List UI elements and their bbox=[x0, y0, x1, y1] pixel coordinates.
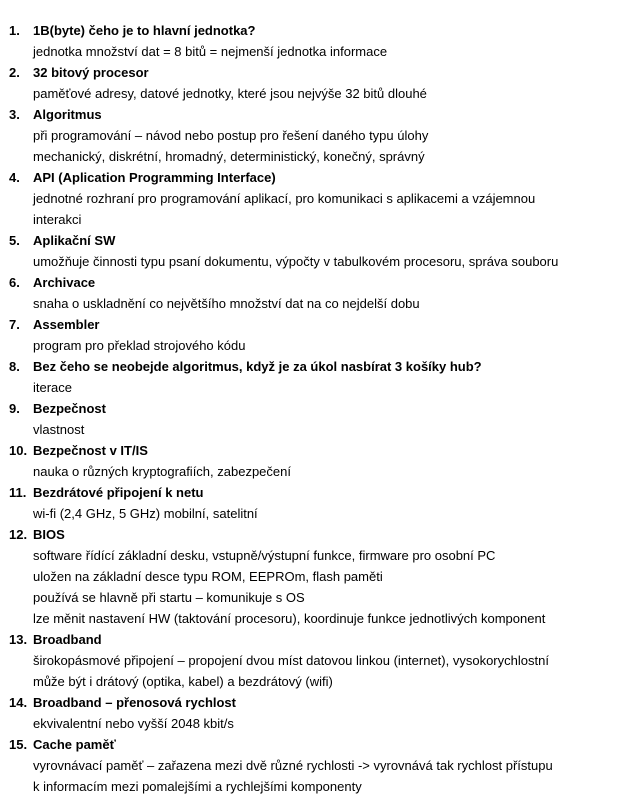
item-term: Bezpečnost bbox=[33, 401, 106, 416]
list-item bbox=[0, 482, 644, 524]
item-number: 10. bbox=[9, 443, 28, 458]
item-number: 3. bbox=[9, 107, 20, 122]
item-number: 7. bbox=[9, 317, 20, 332]
item-number: 13. bbox=[9, 632, 28, 647]
item-description-line: umožňuje činnosti typu psaní dokumentu, výpočty v tabulkovém procesoru, správa souboru bbox=[33, 254, 559, 269]
item-number: 11. bbox=[9, 485, 27, 500]
list-item bbox=[0, 734, 644, 797]
item-term: Aplikační SW bbox=[33, 233, 116, 248]
item-description-line: k informacím mezi pomalejšími a rychlejšími komponenty bbox=[33, 779, 362, 794]
item-number: 14. bbox=[9, 695, 28, 710]
list-item bbox=[0, 692, 644, 734]
item-term: Broadband – přenosová rychlost bbox=[33, 695, 236, 710]
list-item bbox=[0, 272, 644, 314]
item-description-line: jednotka množství dat = 8 bitů = nejmenší jednotka informace bbox=[33, 44, 388, 59]
item-term: 32 bitový procesor bbox=[33, 65, 149, 80]
list-item bbox=[0, 314, 644, 356]
item-description-line: může být i drátový (optika, kabel) a bezdrátový (wifi) bbox=[33, 674, 333, 689]
item-number: 5. bbox=[9, 233, 20, 248]
item-term: Bezdrátové připojení k netu bbox=[33, 485, 204, 500]
item-description-line: software řídící základní desku, vstupně/výstupní funkce, firmware pro osobní PC bbox=[33, 548, 496, 563]
item-description-line: širokopásmové připojení – propojení dvou míst datovou linkou (internet), vysokorychlostní bbox=[33, 653, 549, 668]
list-item bbox=[0, 230, 644, 272]
item-description-line: vlastnost bbox=[33, 422, 85, 437]
list-item bbox=[0, 104, 644, 167]
list-item bbox=[0, 356, 644, 398]
item-number: 4. bbox=[9, 170, 20, 185]
item-description-line: snaha o uskladnění co největšího množství dat na co nejdelší dobu bbox=[33, 296, 420, 311]
item-description-line: iterace bbox=[33, 380, 73, 395]
item-number: 1. bbox=[9, 23, 20, 38]
list-item bbox=[0, 20, 644, 62]
item-number: 9. bbox=[9, 401, 20, 416]
list-item bbox=[0, 440, 644, 482]
item-term: Assembler bbox=[33, 317, 100, 332]
item-term: API (Aplication Programming Interface) bbox=[33, 170, 276, 185]
item-term: 1B(byte) čeho je to hlavní jednotka? bbox=[33, 23, 256, 38]
item-number: 2. bbox=[9, 65, 20, 80]
item-description-line: interakci bbox=[33, 212, 82, 227]
item-description-line: lze měnit nastavení HW (taktování procesoru), koordinuje funkce jednotlivých komponent bbox=[33, 611, 546, 626]
item-term: Bezpečnost v IT/IS bbox=[33, 443, 148, 458]
item-description-line: vyrovnávací paměť – zařazena mezi dvě různé rychlosti -> vyrovnává tak rychlost přístupu bbox=[33, 758, 553, 773]
item-number: 15. bbox=[9, 737, 28, 752]
item-term: Archivace bbox=[33, 275, 96, 290]
item-number: 8. bbox=[9, 359, 20, 374]
item-term: Algoritmus bbox=[33, 107, 102, 122]
item-number: 6. bbox=[9, 275, 20, 290]
item-description-line: nauka o různých kryptografiích, zabezpečení bbox=[33, 464, 291, 479]
item-number: 12. bbox=[9, 527, 28, 542]
list-item bbox=[0, 167, 644, 230]
item-description-line: wi-fi (2,4 GHz, 5 GHz) mobilní, satelitní bbox=[33, 506, 258, 521]
item-term: Bez čeho se neobejde algoritmus, když je za úkol nasbírat 3 košíky hub? bbox=[33, 359, 482, 374]
item-term: Cache paměť bbox=[33, 737, 116, 752]
list-item bbox=[0, 629, 644, 692]
list-item bbox=[0, 398, 644, 440]
item-description-line: ekvivalentní nebo vyšší 2048 kbit/s bbox=[33, 716, 234, 731]
item-description-line: program pro překlad strojového kódu bbox=[33, 338, 246, 353]
item-description-line: uložen na základní desce typu ROM, EEPROm, flash paměti bbox=[33, 569, 383, 584]
item-description-line: při programování – návod nebo postup pro řešení daného typu úlohy bbox=[33, 128, 429, 143]
item-description-line: používá se hlavně při startu – komunikuje s OS bbox=[33, 590, 305, 605]
item-description-line: paměťové adresy, datové jednotky, které jsou nejvýše 32 bitů dlouhé bbox=[33, 86, 427, 101]
item-term: Broadband bbox=[33, 632, 102, 647]
item-description-line: mechanický, diskrétní, hromadný, deterministický, konečný, správný bbox=[33, 149, 425, 164]
list-item bbox=[0, 62, 644, 104]
list-item bbox=[0, 524, 644, 629]
item-description-line: jednotné rozhraní pro programování aplikací, pro komunikaci s aplikacemi a vzájemnou bbox=[33, 191, 536, 206]
item-term: BIOS bbox=[33, 527, 65, 542]
